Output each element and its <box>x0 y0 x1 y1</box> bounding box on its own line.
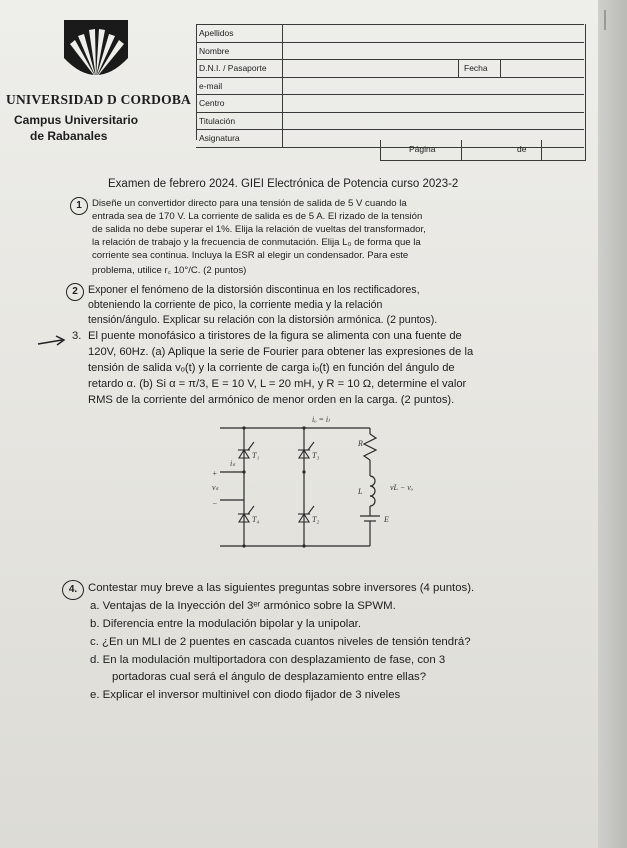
next-page-edge <box>598 0 627 848</box>
q4-item: portadoras cual será el ángulo de desplazamiento entre ellas? <box>112 671 427 683</box>
page-number-box <box>380 140 586 161</box>
r-label: R <box>358 439 363 448</box>
question-4-number: 4. <box>62 580 84 600</box>
question-3-number: 3. <box>72 330 82 342</box>
asignatura-label: Asignatura <box>199 133 240 143</box>
titulacion-row[interactable] <box>196 112 584 130</box>
q4-item: b. Diferencia entre la modulación bipolar y la unipolar. <box>90 618 361 630</box>
exam-title: Examen de febrero 2024. GIEI Electrónica de Potencia curso 2023-2 <box>108 178 459 190</box>
minus-sign: − <box>212 499 218 508</box>
q1-line: de salida no debe superar el 1%. Elija la relación de vueltas del transformador, <box>92 224 426 235</box>
io-label: iₒ = iₗ <box>312 415 330 424</box>
email-row[interactable] <box>196 77 584 95</box>
l-label: L <box>358 487 363 496</box>
pagina-label: Página <box>409 144 436 154</box>
t2-label: T₂ <box>312 515 320 524</box>
centro-row[interactable] <box>196 94 584 112</box>
nombre-label: Nombre <box>199 45 230 56</box>
q1-line: la relación de trabajo y la frecuencia de conmutación. Elija L₀ de forma que la <box>92 237 421 248</box>
q4-item: e. Explicar el inversor multinivel con diodo fijador de 3 niveles <box>90 689 401 701</box>
campus-location: de Rabanales <box>30 129 108 143</box>
plus-sign: + <box>212 469 218 478</box>
q3-line: retardo α. (b) Si α = π/3, E = 10 V, L = 20 mH, y R = 10 Ω, determine el valor <box>88 378 467 390</box>
is-label: iₛ <box>230 459 236 468</box>
t4-label: T₄ <box>252 515 260 524</box>
q4-item: c. ¿En un MLI de 2 puentes en cascada cuantos niveles de tensión tendrá? <box>90 636 471 648</box>
arrow-mark-icon <box>36 334 68 348</box>
university-logo-icon <box>56 18 136 84</box>
university-name: UNIVERSIDAD D CORDOBA <box>6 92 191 107</box>
campus-name: Campus Universitario <box>14 113 139 127</box>
apellidos-row[interactable] <box>196 24 584 42</box>
q1-line: Diseñe un convertidor directo para una tensión de salida de 5 V cuando la <box>92 198 407 209</box>
vs-label: vₛ <box>212 483 219 492</box>
vl-label: vL − vₒ <box>390 483 414 492</box>
q2-line: tensión/ángulo. Explicar su relación con la distorsión armónica. (2 puntos). <box>88 314 438 326</box>
q2-line: obteniendo la corriente de pico, la corriente media y la relación <box>88 299 383 311</box>
fecha-label: Fecha <box>464 63 488 73</box>
q4-item: d. En la modulación multiportadora con desplazamiento de fase, con 3 <box>90 654 446 666</box>
q4-item: a. Ventajas de la Inyección del 3ᵉʳ armónico sobre la SPWM. <box>90 600 396 612</box>
dni-label: D.N.I. / Pasaporte <box>199 63 267 73</box>
q1-line: entrada sea de 170 V. La corriente de salida es de 5 A. El rizado de la tensión <box>92 211 423 222</box>
question-2-number: 2 <box>66 283 84 301</box>
q4-intro: Contestar muy breve a las siguientes preguntas sobre inversores (4 puntos). <box>88 582 475 594</box>
t3-label: T₃ <box>312 451 320 460</box>
q2-line: Exponer el fenómeno de la distorsión discontinua en los rectificadores, <box>88 284 420 296</box>
thyristor-bridge-circuit <box>190 412 430 558</box>
q3-line: RMS de la corriente del armónico de menor orden en la carga. (2 puntos). <box>88 394 455 406</box>
de-label: de <box>517 144 527 154</box>
t1-label: T₁ <box>252 451 260 460</box>
q3-line: tensión de salida vₒ(t) y la corriente de carga iₒ(t) en función del ángulo de <box>88 362 455 374</box>
q1-line: problema, utilice r꜀ 10°/C. (2 puntos) <box>92 265 247 276</box>
student-info-form <box>196 24 584 148</box>
dni-row[interactable] <box>196 59 584 77</box>
centro-label: Centro <box>199 98 225 108</box>
q1-line: corriente sea continua. Incluya la ESR al elegir un condensador. Para este <box>92 250 409 261</box>
question-1-number: 1 <box>70 197 88 215</box>
email-label: e-mail <box>199 80 223 91</box>
q3-line: 120V, 60Hz. (a) Aplique la serie de Fourier para obtener las expresiones de la <box>88 346 474 358</box>
e-label: E <box>384 515 389 524</box>
apellidos-label: Apellidos <box>199 28 234 38</box>
q3-line: El puente monofásico a tiristores de la figura se alimenta con una fuente de <box>88 330 462 342</box>
titulacion-label: Titulación <box>199 115 236 126</box>
nombre-row[interactable] <box>196 42 584 60</box>
